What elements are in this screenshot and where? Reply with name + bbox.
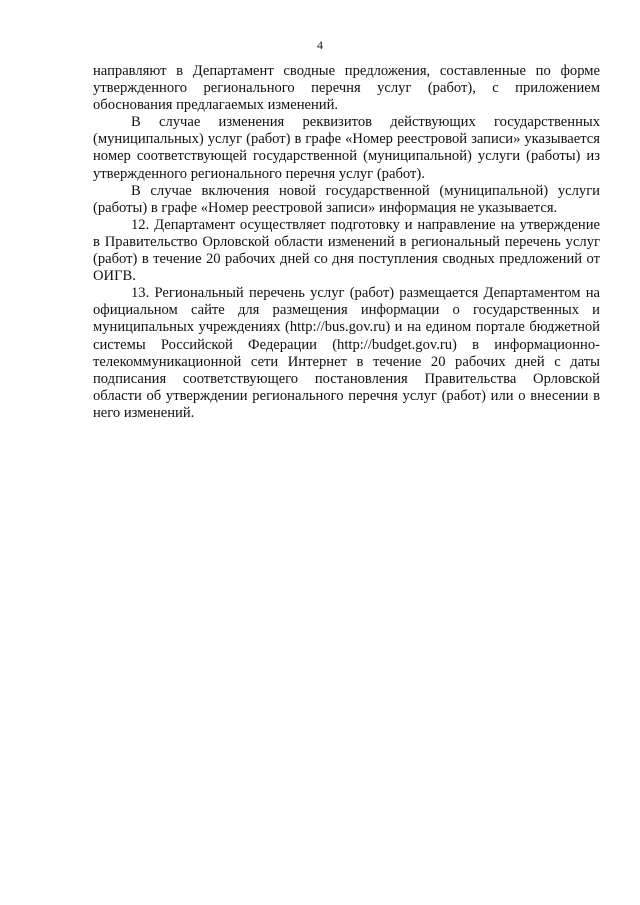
paragraph-continuation: направляют в Департамент сводные предложения, составленные по форме утвержденного регионального перечня услуг (работ), с приложением обоснования предлагаемых изменений.	[93, 63, 600, 114]
paragraph-item-12: 12. Департамент осуществляет подготовку и направление на утверждение в Правительство Орловской области изменений в региональный перечень услуг (работ) в течение 20 рабочих дней со дня поступления сводных предложений от ОИГВ.	[93, 216, 600, 285]
paragraph-new-service: В случае включения новой государственной (муниципальной) услуги (работы) в графе «Номер реестровой записи» информация не указывается.	[93, 182, 600, 216]
paragraph-changed-details: В случае изменения реквизитов действующих государственных (муниципальных) услуг (работ) в графе «Номер реестровой записи» указывается номер соответствующей государственной (муниципальной) услуги (работы) из утвержденного регионального перечня услуг (работ).	[93, 114, 600, 182]
page-number: 4	[317, 38, 323, 52]
paragraph-item-13: 13. Региональный перечень услуг (работ) размещается Департаментом на официальном сайте для размещения информации о государственных и муниципальных учреждениях (http://bus.gov.ru) и на едином портале бюджетной системы Российской Федерации (http://budget.gov.ru) в информационно-телекоммуникационной сети Интернет в течение 20 рабочих дней с даты подписания соответствующего постановления Правительства Орловской области об утверждении регионального перечня услуг (работ) или о внесении в него изменений.	[93, 285, 600, 421]
document-body	[93, 63, 600, 422]
